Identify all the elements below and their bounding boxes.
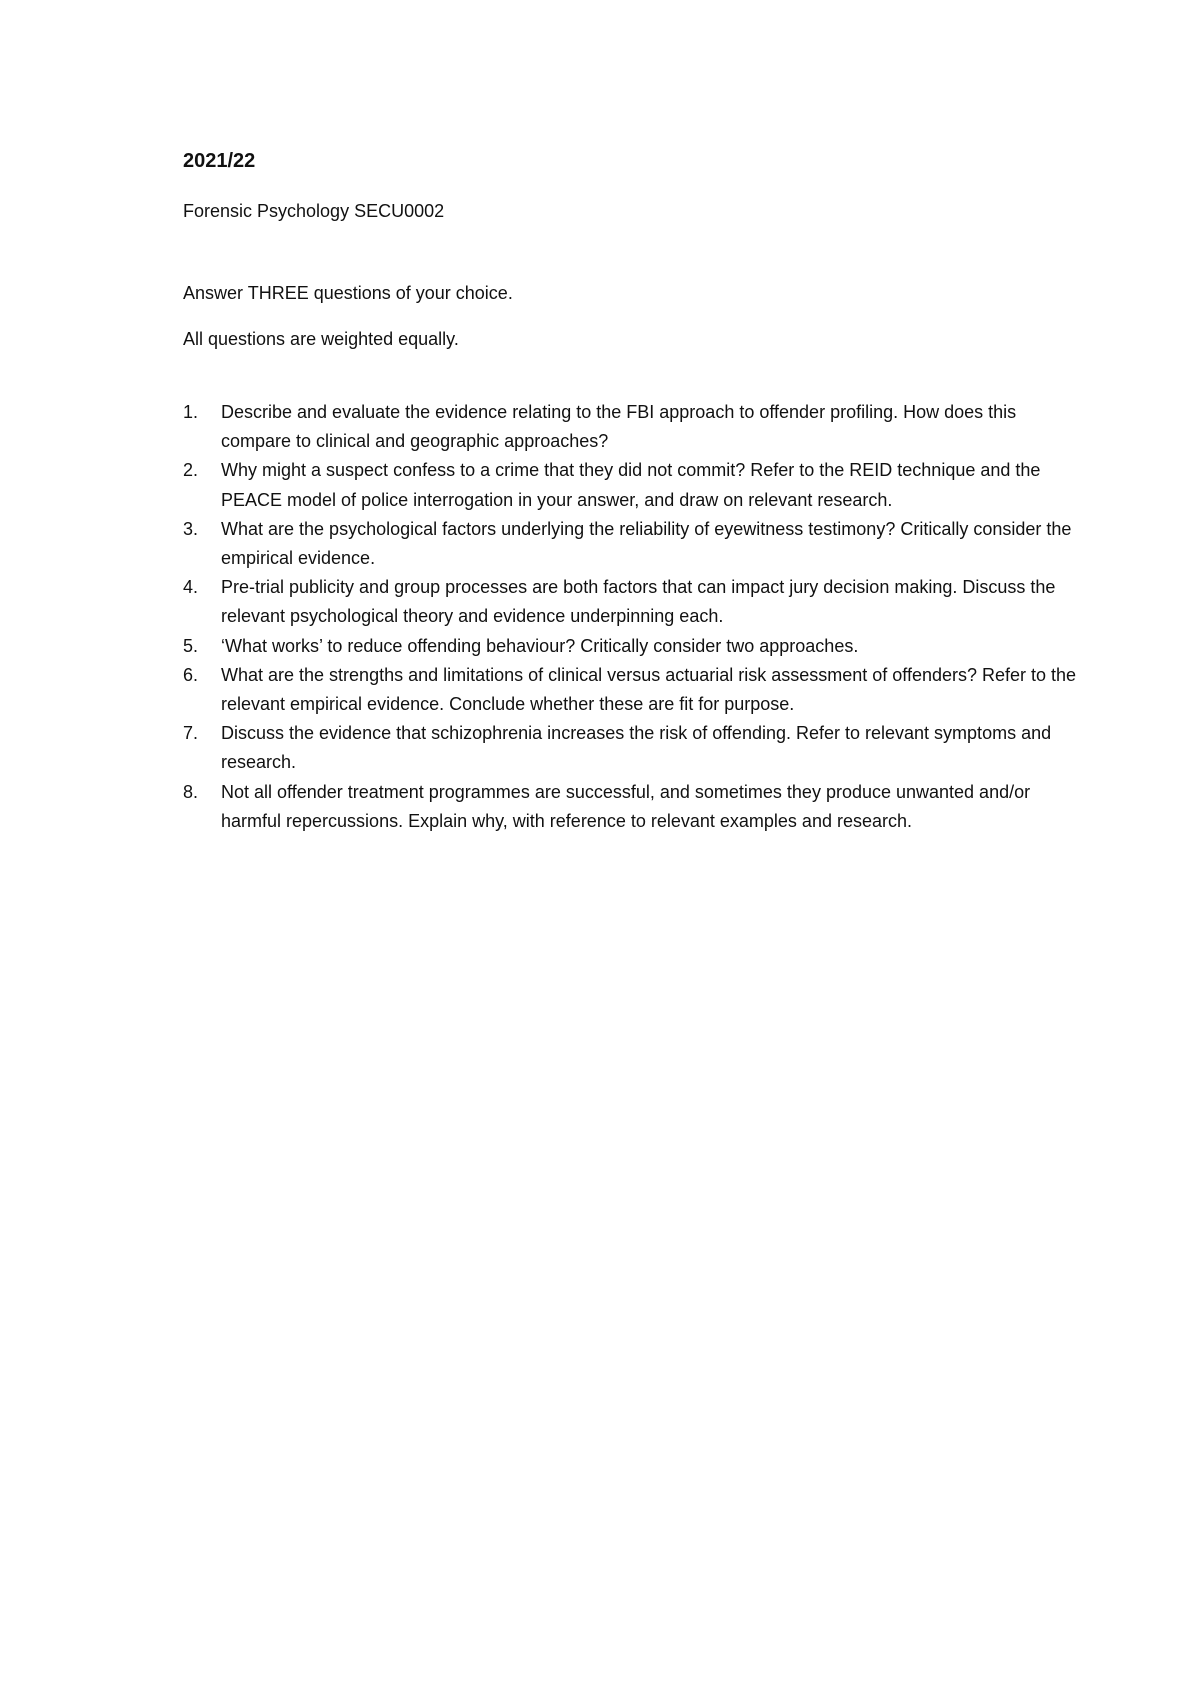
question-text: ‘What works’ to reduce offending behaviour? Critically consider two approaches. bbox=[221, 635, 859, 656]
course-title: Forensic Psychology SECU0002 bbox=[183, 201, 445, 221]
question-text: Pre-trial publicity and group processes are both factors that can impact jury decision making. Discuss the relevant psychological theory and evidence underpinning each. bbox=[221, 577, 1056, 627]
question-number: 7. bbox=[183, 723, 199, 744]
question-number: 1. bbox=[183, 402, 199, 422]
question-item-4 bbox=[183, 573, 1083, 631]
question-item-5 bbox=[183, 632, 1083, 661]
instruction-weighting: All questions are weighted equally. bbox=[183, 329, 459, 349]
exam-year: 2021/22 bbox=[183, 150, 256, 172]
question-text: What are the psychological factors underlying the reliability of eyewitness testimony? Critically consider the empirical evidence. bbox=[221, 518, 1072, 569]
question-number: 2. bbox=[183, 460, 199, 481]
question-item-6 bbox=[183, 661, 1083, 719]
question-number: 5. bbox=[183, 635, 199, 656]
question-number: 6. bbox=[183, 664, 199, 685]
question-number: 4. bbox=[183, 577, 199, 598]
question-number: 8. bbox=[183, 781, 199, 802]
question-item-8 bbox=[183, 778, 1083, 836]
question-text: What are the strengths and limitations of clinical versus actuarial risk assessment of offenders? Refer to the relevant empirical evidence. Conclude whether these are fit for purpose. bbox=[221, 664, 1077, 715]
instruction-answer-count: Answer THREE questions of your choice. bbox=[183, 283, 513, 303]
question-text: Why might a suspect confess to a crime that they did not commit? Refer to the REID technique and the PEACE model of police interrogation in your answer, and draw on relevant research. bbox=[221, 460, 1041, 510]
question-text: Not all offender treatment programmes are successful, and sometimes they produce unwanted and/or harmful repercussions. Explain why, with reference to relevant examples and research. bbox=[221, 781, 1031, 831]
question-text: Describe and evaluate the evidence relating to the FBI approach to offender profiling. How does this compare to clinical and geographic approaches? bbox=[221, 402, 1017, 452]
question-number: 3. bbox=[183, 518, 199, 539]
question-item-2 bbox=[183, 456, 1083, 514]
question-item-3 bbox=[183, 515, 1083, 573]
question-text: Discuss the evidence that schizophrenia increases the risk of offending. Refer to relevant symptoms and research. bbox=[221, 723, 1052, 773]
question-list bbox=[183, 398, 1083, 836]
document-content bbox=[183, 146, 1083, 836]
question-item-7 bbox=[183, 719, 1083, 777]
question-item-1 bbox=[183, 398, 1083, 456]
